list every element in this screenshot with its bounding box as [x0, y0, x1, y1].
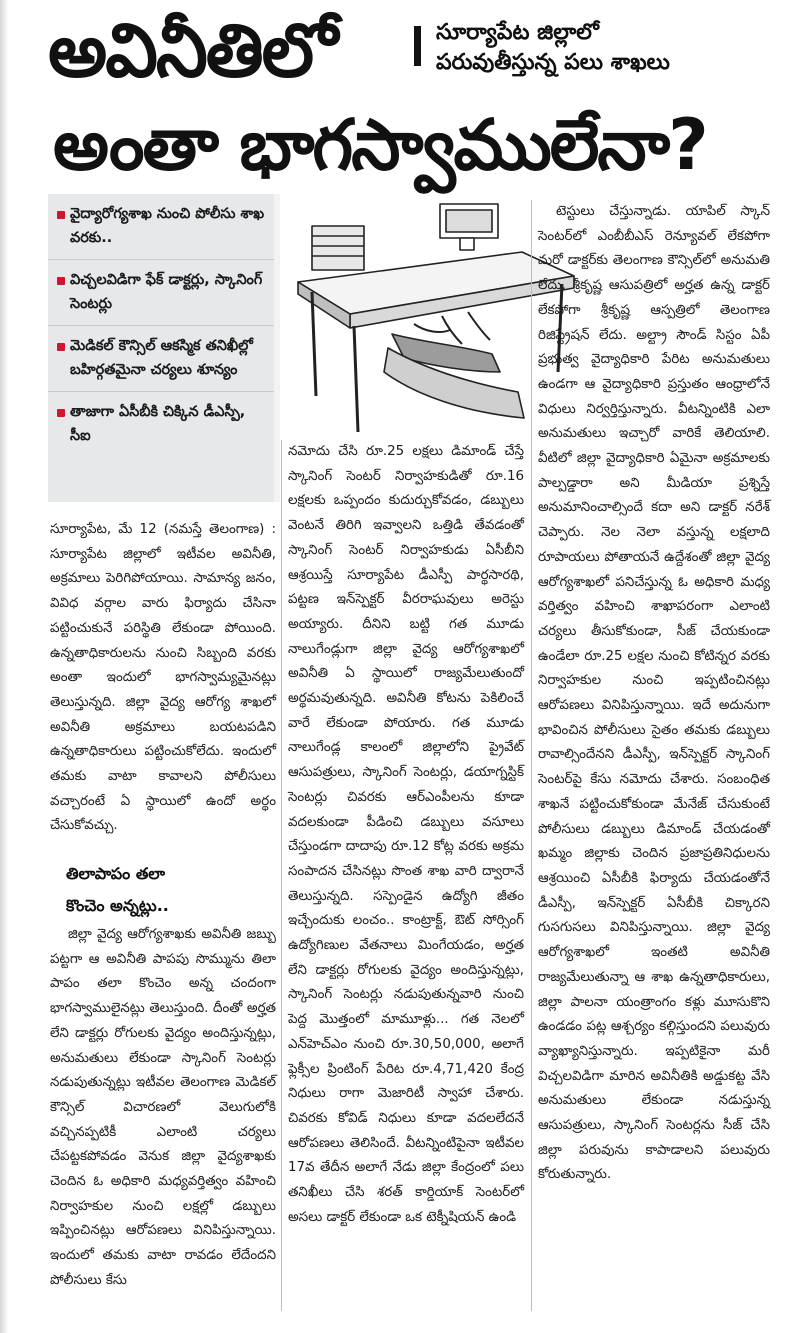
column-1-intro — [50, 518, 276, 839]
highlight-item — [48, 392, 274, 457]
highlight-item — [48, 194, 274, 260]
deck-line-1: సూర్యాపేట జిల్లాలో — [436, 20, 599, 45]
desk-bribe-illustration — [292, 196, 578, 436]
column-3 — [538, 200, 770, 1188]
highlight-text: తాజాగా ఏసీబీకి చిక్కిన డీఎస్పీ, సీఐ — [70, 403, 246, 445]
red-bullet-icon — [57, 343, 65, 351]
highlight-text: మెడికల్ కౌన్సిల్ ఆకస్మిక తనిఖీల్లో బహిర్గతమైనా చర్యలు శూన్యం — [70, 337, 253, 379]
paragraph: నమోదు చేసి రూ.25 లక్షలు డిమాండ్ చేస్తే స్కానింగ్ సెంటర్ నిర్వాహకుడితో రూ.16 లక్షలకు ఒప్పందం కుదుర్చుకోవడం, డబ్బులు వెంటనే తిరిగి ఇవ్వాలని ఒత్తిడి తేవడంతో స్కానింగ్ సెంటర్ నిర్వాహకుడు ఏసీబీని ఆశ్రయిస్తే సూర్యాపేట డీఎస్పీ పార్థసారథి, పట్టణ ఇన్‌స్పెక్టర్ వీరరాఘవులు అరెస్టు అయ్యారు. దీనిని బట్టి గత మూడు నాలుగేండ్లుగా జిల్లా వైద్య ఆరోగ్యశాఖలో అవినీతి ఏ స్థాయిలో రాజ్యమేలుతుందో అర్థమవుతున్నది. అవినీతి కోటను పెకిలించే వారే లేకుండా పోయారు. గత మూడు నాలుగేండ్ల కాలంలో జిల్లాలోని ప్రైవేట్ ఆసుపత్రులు, స్కానింగ్ సెంటర్లు, డయాగ్నస్టిక్ సెంటర్లు చివరకు ఆర్ఎంపీలను కూడా వదలకుండా పీడించి డబ్బులు వసూలు చేస్తుండగా దాదాపు రూ.12 కోట్ల వరకు అక్రమ సంపాదన చేసినట్లు సొంత శాఖ వారి ద్వారానే తెలుస్తున్నది. సస్పెండైన ఉద్యోగి జీతం ఇచ్చేందుకు లంచం.. కాంట్రాక్ట్, ఔట్ సోర్సింగ్ ఉద్యోగిణుల వేతనాలు మింగేయడం, అర్హత లేని డాక్టర్లు రోగులకు వైద్యం అందిస్తున్నట్లు, స్కానింగ్ సెంటర్లు నడుపుతున్నవారి నుంచి పెద్ద మొత్తంలో మామూళ్లు... గత నెలలో ఎన్‌హెచ్ఎం నుంచి రూ.30,50,000, అలాగే ఫ్లెక్సీల ప్రింటింగ్ పేరిట రూ.4,71,420 కేంద్ర నిధులు రాగా మెజారిటీ స్వాహా చేశారు. చివరకు కోవిడ్ నిధులు కూడా వదలలేదనే ఆరోపణలు తెలిసిందే. వీటన్నింటిపైనా ఇటీవల 17వ తేదీన అలాగే నేడు జిల్లా కేంద్రంలో పలు తనిఖీలు చేసి శరత్ కార్డియాక్ సెంటర్‌లో అసలు డాక్టర్ లేకుండా ఒక టెక్నీషియన్ ఉండి — [288, 444, 524, 1225]
highlight-text: విచ్చలవిడిగా ఫేక్ డాక్టర్లు, స్కానింగ్ సెంటర్లు — [70, 271, 263, 313]
column-divider — [531, 200, 532, 1311]
paragraph: సూర్యాపేట, మే 12 (నమస్తే తెలంగాణ) : సూర్యాపేట జిల్లాలో ఇటీవల అవినీతి, అక్రమాలు పెరిగిపోయాయి. సామాన్య జనం, వివిధ వర్గాల వారు ఫిర్యాదు చేసినా పట్టించుకునే పరిస్థితి లేకుండా పోయింది. ఉన్నతాధికారులను నుంచి సిబ్బంది వరకు అంతా ఇందులో భాగస్వామ్యమైనట్లు తెలుస్తున్నది. జిల్లా వైద్య ఆరోగ్య శాఖలో అవినీతి అక్రమాలు బయటపడిని ఉన్నతాధికారులు పట్టించుకోలేదు. ఇందులో తమకు వాటా కావాలని పోలీసులు వచ్చారంటే ఏ స్థాయిలో ఉందో అర్థం చేసుకోవచ్చు. — [50, 522, 276, 834]
paragraph: జిల్లా వైద్య ఆరోగ్యశాఖకు అవినీతి జబ్బు పట్టగా ఆ అవినీతి పాపపు సొమ్మును తిలా పాపం తలా కొంచెం అన్న చందంగా భాగస్వాములైనట్లు తెలుస్తుంది. దీంతో అర్హత లేని డాక్టర్లు రోగులకు వైద్యం అందిస్తున్నట్లు, అనుమతులు లేకుండా స్కానింగ్ సెంటర్లు నడుపుతున్నట్లు ఇటీవల తెలంగాణ మెడికల్ కౌన్సిల్ విచారణలో వెలుగులోకి వచ్చినప్పటికీ ఎలాంటి చర్యలు చేపట్టకపోవడం వెనుక జిల్లా వైద్యశాఖకు చెందిన ఓ అధికారి మధ్యవర్తిత్వం వహించి నిర్వాహకుల నుంచి లక్షల్లో డబ్బులు ఇప్పించినట్లు ఆరోపణలు వినిపిస్తున్నాయి. ఇందులో తమకు వాటా రావడం లేదేందని పోలీసులు కేసు — [50, 927, 276, 1288]
deck — [436, 18, 776, 78]
subheading-line-1: తిలాపాపం తలా — [66, 864, 166, 883]
red-bullet-icon — [57, 211, 65, 219]
deck-divider — [414, 26, 421, 66]
highlights-box — [48, 194, 280, 502]
red-bullet-icon — [57, 277, 65, 285]
highlight-text: వైద్యారోగ్యశాఖ నుంచి పోలీసు శాఖ వరకు.. — [70, 206, 265, 247]
highlight-item — [48, 260, 274, 326]
red-bullet-icon — [57, 409, 65, 417]
subheading — [66, 858, 276, 922]
paragraph: టెస్టులు చేస్తున్నాడు. యాపిల్ స్కాన్ సెంటర్‌లో ఎంబీబీఎస్ రెన్యూవల్ లేకపోగా మరో డాక్టర్‌కు తెలంగాణ కౌన్సిల్‌లో అనుమతి లేదు. శ్రీకృష్ణ ఆసుపత్రిలో అర్హత ఉన్న డాక్టర్ లేకపోగా శ్రీకృష్ణ ఆస్పత్రిలో తెలంగాణ రిజిస్ట్రేషన్ లేదు. అల్ట్రా సౌండ్ సిస్టం ఏపీ ప్రభుత్వ వైద్యాధికారి పేరిట అనుమతులు ఉండగా ఆ వైద్యాధికారి ప్రస్తుతం ఆంధ్రాలోనే విధులు నిర్వర్తిస్తున్నారు. వీటన్నింటికి ఎలా అనుమతులు ఇచ్చారో వారికే తెలియాలి. వీటిలో జిల్లా వైద్యాధికారి ఏమైనా అక్రమాలకు పాల్పడ్డారా అని మీడియా ప్రశ్నిస్తే అనుమానించాల్సిందే కదా అని డాక్టర్ నరేశ్ చెప్పారు. నెల నెలా వస్తున్న లక్షలాది రూపాయలు పోతాయనే ఉద్దేశంతో జిల్లా వైద్య ఆరోగ్యశాఖలో పనిచేస్తున్న ఓ అధికారి మధ్య వర్తిత్వం వహించి శాఖాపరంగా ఎలాంటి చర్యలు తీసుకోకుండా, సీజ్ చేయకుండా ఉండేలా రూ.25 లక్షల నుంచి కోటిన్నర వరకు నిర్వాహకుల నుంచి ఇప్పటించినట్లు ఆరోపణలు వినిపిస్తున్నాయి. ఇదే అదునుగా భావించిన పోలీసులు సైతం తమకు డబ్బులు రావాల్సిందేనని డీఎస్పీ, ఇన్‌స్పెక్టర్ స్కానింగ్ సెంటర్‌పై కేసు నమోదు చేశారు. సంబంధిత శాఖనే పట్టించుకోకుండా మేనేజ్ చేసుకుంటే పోలీసులు డబ్బులు డిమాండ్ చేయడంతో ఖమ్మం జిల్లాకు చెందిన ప్రజాప్రతినిధులను ఆశ్రయించి ఏసీబీకి ఫిర్యాదు చేయడంతోనే డీఎస్పీ, ఇన్‌స్పెక్టర్ ఏసీబీకి చిక్కారని గుసగుసలు వినిపిస్తున్నాయి. జిల్లా వైద్య ఆరోగ్యశాఖలో ఇంతటి అవినీతి రాజ్యమేలుతున్నా ఆ శాఖ ఉన్నతాధికారులు, జిల్లా పాలనా యంత్రాంగం కళ్లు మూసుకొని ఉండడం పట్ల ఆశ్చర్యం కల్గిస్తుందని పలువురు వ్యాఖ్యానిస్తున్నారు. ఇప్పటికైనా మరీ విచ్చలవిడిగా మారిన అవినీతికి అడ్డుకట్ట వేసి అనుమతులు లేకుండా నడుస్తున్న ఆసుపత్రులు, స్కానింగ్ సెంటర్లను సీజ్ చేసి జిల్లా పరువును కాపాడాలని పలువురు కోరుతున్నారు. — [538, 204, 770, 1183]
page-fold-shadow — [0, 0, 8, 1333]
headline-line-2: అంతా భాగస్వాములేనా? — [53, 104, 707, 186]
column-divider — [281, 440, 282, 1311]
highlight-item — [48, 326, 274, 392]
column-1-continued — [50, 923, 276, 1294]
column-2 — [288, 440, 524, 1231]
headline-line-1: అవినీతిలో — [48, 8, 336, 94]
subheading-line-2: కొంచెం అన్నట్లు.. — [66, 896, 169, 915]
deck-line-2: పరువుతీస్తున్న పలు శాఖలు — [436, 49, 670, 75]
